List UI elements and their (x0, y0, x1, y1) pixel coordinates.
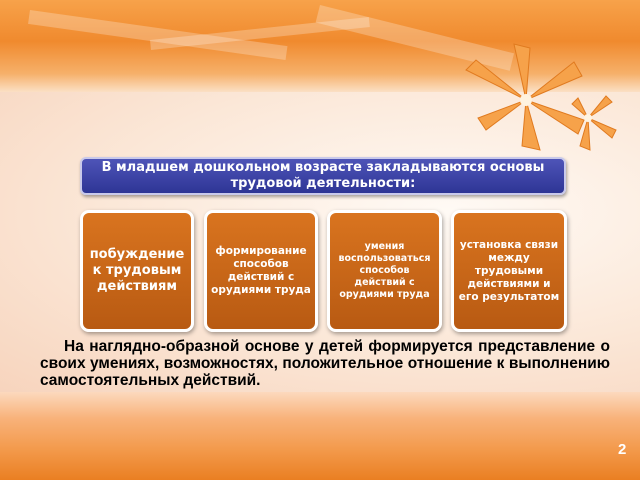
card-result-link (451, 210, 567, 332)
card-methods (204, 210, 318, 332)
footer-background (0, 392, 640, 480)
flower-decoration-icon (456, 38, 626, 158)
slide-title-text: В младшем дошкольном возрасте закладываются основы трудовой деятельности: (101, 160, 545, 191)
page-number: 2 (618, 441, 627, 458)
card-motivation (80, 210, 194, 332)
body-paragraph: На наглядно-образной основе у детей формируется представление о своих умениях, возможностях, положительное отношение к выполнению самостоятельных действий. (40, 338, 610, 389)
card-label: умения воспользоваться способов действий с орудиями труда (338, 241, 431, 300)
card-label: побуждение к трудовым действиям (89, 247, 185, 294)
card-label: формирование способов действий с орудиями труда (211, 245, 311, 296)
card-skills (327, 210, 442, 332)
card-label: установка связи между трудовыми действиями и его результатом (458, 238, 560, 303)
slide-title (80, 157, 566, 195)
